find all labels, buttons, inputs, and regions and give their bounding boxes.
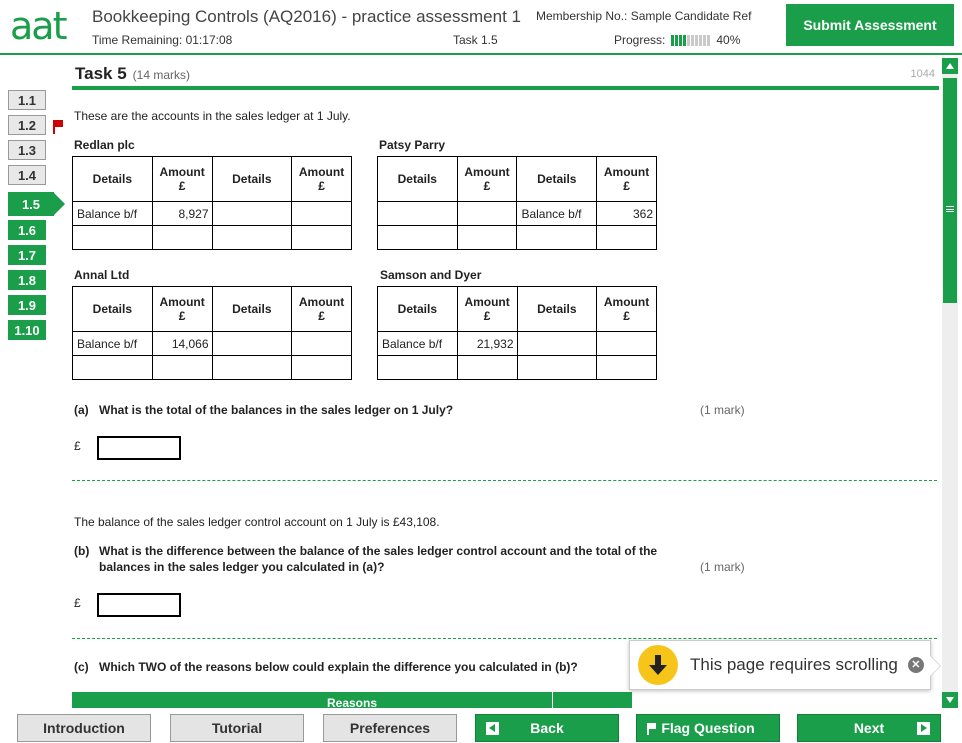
col-details: Details [378,287,458,332]
col-details: Details [212,287,292,332]
nav-item-1-8[interactable]: 1.8 [8,270,46,290]
control-account-text: The balance of the sales ledger control account on 1 July is £43,108. [74,515,440,529]
question-a-text: What is the total of the balances in the sales ledger on 1 July? [99,403,454,417]
progress-segment [671,35,674,46]
nav-item-1-6[interactable]: 1.6 [8,220,46,240]
cell[interactable] [292,226,352,250]
next-button[interactable] [797,714,941,742]
arrow-down-icon [638,645,678,685]
reasons-table-header: Reasons [72,692,632,708]
col-details: Details [73,287,153,332]
grip-icon [946,206,954,212]
cell[interactable] [212,202,292,226]
vertical-scrollbar[interactable] [942,58,958,708]
task-number: Task 1.5 [453,33,498,47]
cell[interactable] [212,226,292,250]
cell[interactable] [152,356,212,380]
cell[interactable] [597,226,657,250]
col-details: Details [378,157,458,202]
membership-number: Membership No.: Sample Candidate Ref [536,9,752,23]
back-label: Back [530,720,564,736]
table-row [378,226,657,250]
progress-label: Progress: [614,33,666,47]
nav-item-1-1[interactable]: 1.1 [8,90,46,110]
progress-segment [707,35,710,46]
cell: Balance b/f [378,332,458,356]
submit-assessment-button[interactable]: Submit Assessment [786,4,954,46]
nav-item-1-2[interactable]: 1.2 [8,115,46,135]
heading-divider [72,86,939,90]
preferences-button[interactable]: Preferences [323,714,457,742]
account-title-redlan: Redlan plc [74,138,135,152]
next-label: Next [853,720,885,736]
task-id: 1044 [910,68,935,80]
col-amount: Amount £ [292,157,352,202]
cell[interactable] [597,332,657,356]
question-a-mark: (1 mark) [700,403,745,417]
col-amount: Amount £ [597,287,657,332]
question-a-label: (a) [74,403,89,417]
nav-item-1-4[interactable]: 1.4 [8,165,46,185]
header-bar [0,0,962,55]
assessment-title: Bookkeeping Controls (AQ2016) - practice assessment 1 [92,7,521,26]
cell[interactable] [597,356,657,380]
cell[interactable] [457,226,517,250]
scrollbar-thumb[interactable] [943,78,957,303]
cell: Balance b/f [73,202,153,226]
cell[interactable] [517,356,597,380]
cell[interactable] [378,356,458,380]
cell[interactable] [457,356,517,380]
cell[interactable] [292,332,352,356]
cell[interactable] [212,332,292,356]
progress-segment [675,35,678,46]
col-details: Details [517,287,597,332]
intro-text: These are the accounts in the sales ledger at 1 July. [74,109,351,123]
question-c-label: (c) [74,660,89,674]
account-title-samson: Samson and Dyer [380,268,482,282]
task-title: Task 5 [75,64,127,83]
nav-item-1-5[interactable]: 1.5 [8,192,54,216]
col-amount: Amount £ [292,287,352,332]
progress-bar [671,35,710,46]
cell[interactable] [73,226,153,250]
nav-item-1-7[interactable]: 1.7 [8,245,46,265]
progress-segment [687,35,690,46]
nav-item-1-9[interactable]: 1.9 [8,295,46,315]
ledger-redlan [72,156,352,250]
currency-symbol: £ [74,596,81,610]
ledger-samson [377,286,657,380]
col-details: Details [212,157,292,202]
nav-item-1-10[interactable]: 1.10 [8,320,46,340]
scroll-down-icon[interactable] [942,692,958,708]
flag-icon [647,723,657,735]
section-divider [72,480,937,481]
aat-logo: aat [10,4,66,48]
cell: Balance b/f [73,332,153,356]
table-row [73,356,352,380]
ledger-patsy [377,156,657,250]
table-row [378,332,657,356]
scroll-up-icon[interactable] [942,58,958,74]
question-b-line2: balances in the sales ledger you calculated in (a)? [99,560,385,574]
col-amount: Amount £ [597,157,657,202]
cell: 362 [597,202,657,226]
progress-segment [703,35,706,46]
answer-a-input[interactable] [97,436,181,460]
table-row [73,226,352,250]
chevron-left-icon [486,722,499,735]
cell[interactable] [212,356,292,380]
back-button[interactable] [475,714,619,742]
time-remaining: Time Remaining: 01:17:08 [92,33,233,47]
scroll-notice-text: This page requires scrolling [690,655,898,674]
table-row [378,356,657,380]
col-amount: Amount £ [457,157,517,202]
table-row [73,332,352,356]
task-marks: (14 marks) [132,68,191,82]
col-amount: Amount £ [457,287,517,332]
cell[interactable] [292,356,352,380]
scroll-notice [629,640,931,690]
question-b-line1: What is the difference between the balance of the sales ledger control account and the total of the [99,544,658,558]
task-heading [75,64,190,84]
currency-symbol: £ [74,439,81,453]
question-panel [72,58,939,708]
cell: 14,066 [152,332,212,356]
chevron-right-icon [917,722,930,735]
progress-segment [679,35,682,46]
question-c-text: Which TWO of the reasons below could explain the difference you calculated in (b)? [99,660,578,674]
col-details: Details [517,157,597,202]
cell[interactable] [378,226,458,250]
cell: 8,927 [152,202,212,226]
table-row [73,202,352,226]
col-amount: Amount £ [152,157,212,202]
cell[interactable] [292,202,352,226]
cell: Balance b/f [517,202,597,226]
answer-b-input[interactable] [97,593,181,617]
cell[interactable] [517,332,597,356]
col-amount: Amount £ [152,287,212,332]
table-row [378,202,657,226]
introduction-button[interactable]: Introduction [17,714,151,742]
cell[interactable] [152,226,212,250]
col-details: Details [73,157,153,202]
tutorial-button[interactable]: Tutorial [170,714,304,742]
close-icon[interactable]: ✕ [908,657,924,673]
flag-question-label: Flag Question [661,720,755,736]
flag-question-button[interactable] [636,714,780,742]
progress-segment [699,35,702,46]
account-title-patsy: Patsy Parry [379,138,446,152]
section-divider [72,638,937,639]
nav-item-1-3[interactable]: 1.3 [8,140,46,160]
cell[interactable] [378,202,458,226]
progress-segment [695,35,698,46]
ledger-annal [72,286,352,380]
cell[interactable] [517,226,597,250]
flag-icon [53,120,63,134]
progress-segment [691,35,694,46]
cell[interactable] [73,356,153,380]
question-b-mark: (1 mark) [700,560,745,574]
progress-segment [683,35,686,46]
progress-value: 40% [716,33,741,47]
account-title-annal: Annal Ltd [74,268,130,282]
cell: 21,932 [457,332,517,356]
question-b-label: (b) [74,544,90,558]
cell[interactable] [457,202,517,226]
progress-indicator [614,33,740,47]
